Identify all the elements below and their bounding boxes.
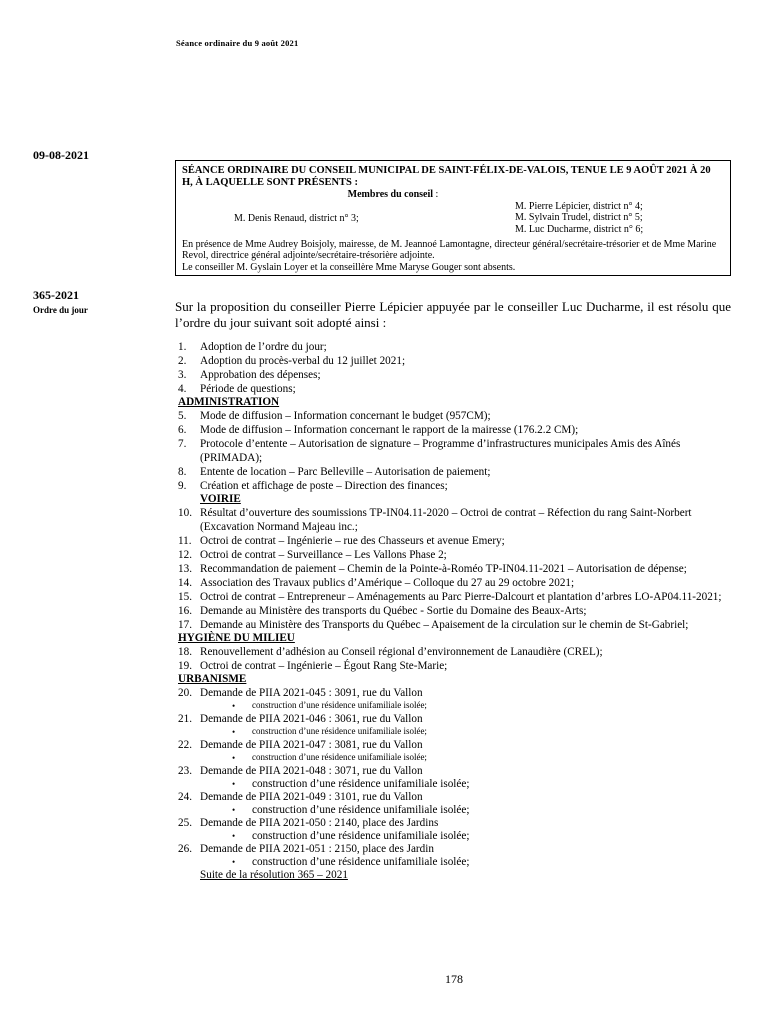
continuation-note: Suite de la résolution 365 – 2021 <box>200 869 348 881</box>
agenda-item: 8. Entente de location – Parc Belleville – Autorisation de paiement; <box>178 466 491 478</box>
bullet-icon: • <box>232 727 236 737</box>
presence-box <box>175 160 731 276</box>
member-item: M. Luc Ducharme, district n° 6; <box>515 223 644 235</box>
agenda-item: 3. Approbation des dépenses; <box>178 369 321 381</box>
agenda-item: 23. Demande de PIIA 2021-048 : 3071, rue du Vallon <box>178 765 423 777</box>
page-number: 178 <box>445 972 463 986</box>
members-columns <box>182 201 724 237</box>
bullet-icon: • <box>232 831 236 841</box>
agenda-item: 2. Adoption du procès-verbal du 12 juillet 2021; <box>178 355 406 367</box>
bullet-icon: • <box>232 857 236 867</box>
resolution-number: 365-2021 <box>33 288 79 302</box>
bullet-item: • construction d’une résidence unifamiliale isolée; <box>232 778 470 790</box>
absent-note: Le conseiller M. Gyslain Loyer et la conseillère Mme Maryse Gouger sont absents. <box>182 261 516 273</box>
bullet-icon: • <box>232 779 236 789</box>
agenda-item: 9. Création et affichage de poste – Direction des finances; <box>178 480 448 492</box>
member-item: M. Sylvain Trudel, district n° 5; <box>515 212 643 224</box>
bullet-icon: • <box>232 805 236 815</box>
resolution-intro: Sur la proposition du conseiller Pierre Lépicier appuyée par le conseiller Luc Ducharme, il est résolu que l’ordre du jour suivant soit adopté ainsi : <box>175 299 731 330</box>
agenda-item: 4. Période de questions; <box>178 383 296 395</box>
session-date: 09-08-2021 <box>33 148 89 162</box>
section-heading-hygiene: HYGIÈNE DU MILIEU <box>178 632 295 644</box>
agenda-item: 19. Octroi de contrat – Ingénierie – Égout Rang Ste-Marie; <box>178 660 448 672</box>
members-right <box>515 201 643 236</box>
agenda-item: 14. Association des Travaux publics d’Amérique – Colloque du 27 au 29 octobre 2021; <box>178 577 575 589</box>
resolution-label: Ordre du jour <box>33 305 88 315</box>
agenda-item: 15. Octroi de contrat – Entrepreneur – Aménagements au Parc Pierre-Dalcourt et plantation d’arbres LO-AP04.11-2021; <box>178 591 722 603</box>
bullet-item: • construction d’une résidence unifamiliale isolée; <box>232 752 427 763</box>
agenda-item: 11. Octroi de contrat – Ingénierie – rue des Chasseurs et avenue Emery; <box>178 535 505 547</box>
bullet-icon: • <box>232 753 236 763</box>
agenda-item: 7. Protocole d’entente – Autorisation de signature – Programme d’infrastructures municipales Amis des Aînés (PRIMADA); <box>178 438 681 464</box>
agenda-item: 6. Mode de diffusion – Information concernant le rapport de la mairesse (176.2.2 CM); <box>178 424 579 436</box>
bullet-item: • construction d’une résidence unifamiliale isolée; <box>232 804 470 816</box>
agenda-item: 20. Demande de PIIA 2021-045 : 3091, rue du Vallon <box>178 687 423 699</box>
agenda-item: 16. Demande au Ministère des transports du Québec - Sortie du Domaine des Beaux-Arts; <box>178 605 587 617</box>
agenda-item: 5. Mode de diffusion – Information concernant le budget (957CM); <box>178 410 491 422</box>
agenda-item: 12. Octroi de contrat – Surveillance – Les Vallons Phase 2; <box>178 549 447 561</box>
agenda-item: 22. Demande de PIIA 2021-047 : 3081, rue du Vallon <box>178 739 423 751</box>
agenda-item: 21. Demande de PIIA 2021-046 : 3061, rue du Vallon <box>178 713 423 725</box>
members-label: Membres du conseil : <box>347 189 439 200</box>
section-heading-voirie: VOIRIE <box>200 493 241 505</box>
agenda-item: 26. Demande de PIIA 2021-051 : 2150, place des Jardin <box>178 843 434 855</box>
bullet-item: • construction d’une résidence unifamiliale isolée; <box>232 856 470 868</box>
running-header: Séance ordinaire du 9 août 2021 <box>176 38 299 48</box>
agenda-item: 18. Renouvellement d’adhésion au Conseil régional d’environnement de Lanaudière (CREL); <box>178 646 603 658</box>
agenda-item: 10. Résultat d’ouverture des soumissions TP-IN04.11-2020 – Octroi de contrat – Réfection du rang Saint-Norbert (Excavation Normand Majeau inc.; <box>178 507 692 533</box>
agenda-item: 17. Demande au Ministère des Transports du Québec – Apaisement de la circulation sur le chemin de St-Gabriel; <box>178 619 689 631</box>
agenda-item: 24. Demande de PIIA 2021-049 : 3101, rue du Vallon <box>178 791 423 803</box>
member-left: M. Denis Renaud, district n° 3; <box>234 212 359 224</box>
agenda-item: 13. Recommandation de paiement – Chemin de la Pointe-à-Roméo TP-IN04.11-2021 – Autorisation de dépense; <box>178 563 687 575</box>
bullet-icon: • <box>232 701 236 711</box>
session-title: SÉANCE ORDINAIRE DU CONSEIL MUNICIPAL DE SAINT-FÉLIX-DE-VALOIS, TENUE LE 9 AOÛT 2021 À 20 H, À LAQUELLE SONT PRÉSENTS : <box>182 165 711 188</box>
bullet-item: • construction d’une résidence unifamiliale isolée; <box>232 726 427 737</box>
bullet-item: • construction d’une résidence unifamiliale isolée; <box>232 830 470 842</box>
agenda-list <box>178 340 734 882</box>
member-item: M. Pierre Lépicier, district n° 4; <box>515 200 643 212</box>
section-heading-administration: ADMINISTRATION <box>178 396 280 408</box>
agenda-item: 1. Adoption de l’ordre du jour; <box>178 341 327 353</box>
agenda-item: 25. Demande de PIIA 2021-050 : 2140, place des Jardins <box>178 817 439 829</box>
bullet-item: • construction d’une résidence unifamiliale isolée; <box>232 700 427 711</box>
presence-note: En présence de Mme Audrey Boisjoly, mairesse, de M. Jeannoé Lamontagne, directeur général/secrétaire-trésorier et de Mme Marine Revol, directrice général adjointe/secrétaire-trésorière adjointe. <box>182 238 717 262</box>
section-heading-urbanisme: URBANISME <box>178 673 247 685</box>
